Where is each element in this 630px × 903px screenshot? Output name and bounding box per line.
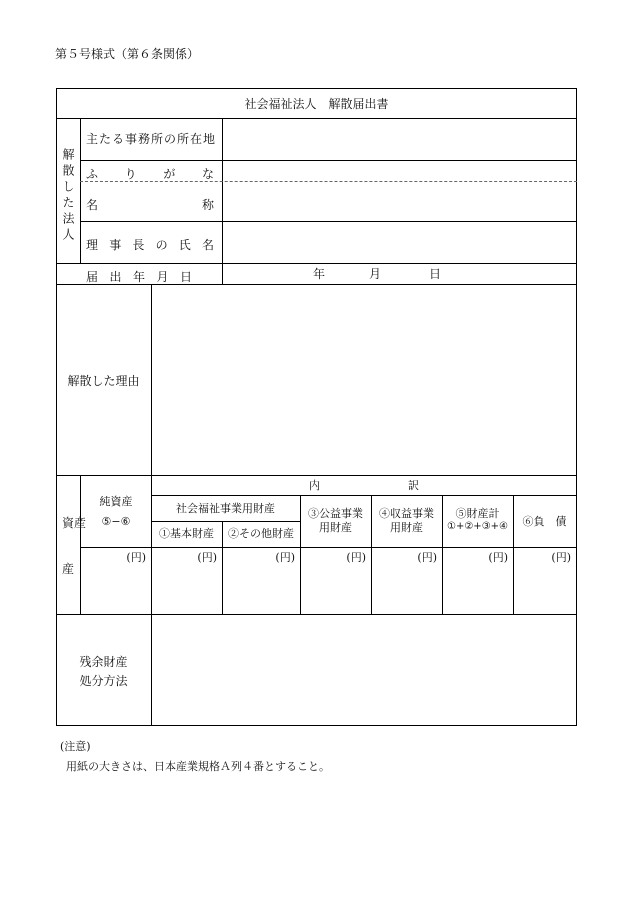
- total-property-label-2: ①+②+③+④: [447, 521, 508, 532]
- public-property-value[interactable]: [301, 548, 371, 613]
- yen-unit: (円): [197, 551, 217, 564]
- public-property-label-2: 用財産: [319, 521, 352, 534]
- profit-property-value[interactable]: [372, 548, 442, 613]
- liabilities-label: ⑥負 債: [522, 515, 567, 528]
- form-title: 社会福祉法人 解散届出書: [244, 97, 389, 111]
- welfare-property-label: 社会福祉事業用財産: [176, 502, 275, 515]
- net-assets-value[interactable]: [81, 548, 151, 613]
- yen-unit: (円): [488, 551, 508, 564]
- basic-property-label: ①基本財産: [159, 527, 214, 540]
- public-property-label-1: ③公益事業: [308, 507, 363, 520]
- liabilities-value[interactable]: [514, 548, 576, 613]
- yen-unit: (円): [346, 551, 366, 564]
- reason-field[interactable]: [152, 285, 575, 474]
- residual-label-2: 処分方法: [79, 674, 128, 688]
- net-assets-formula: ⑤−⑥: [101, 515, 131, 528]
- assets-label-2: 産: [62, 562, 75, 576]
- day-label: 日: [429, 267, 442, 281]
- residual-disposal-field[interactable]: [152, 615, 575, 724]
- chairman-field[interactable]: [223, 222, 575, 263]
- other-property-label: ②その他財産: [228, 527, 294, 540]
- reason-label: 解散した理由: [67, 374, 140, 388]
- chairman-label: 理 事 長 の 氏 名: [86, 238, 214, 252]
- other-property-value[interactable]: [223, 548, 300, 613]
- notes-text: 用紙の大きさは、日本産業規格Ａ列４番とすること。: [66, 760, 330, 773]
- furigana-field[interactable]: [223, 161, 575, 180]
- filing-date-label: 届 出 年 月 日: [86, 270, 192, 284]
- form-number: 第５号様式（第６条関係）: [55, 47, 200, 61]
- residual-label-1: 残余財産: [79, 655, 128, 669]
- yen-unit: (円): [275, 551, 295, 564]
- profit-property-label-2: 用財産: [390, 521, 423, 534]
- address-label: 主たる事務所の所在地: [86, 132, 217, 146]
- yen-unit: (円): [551, 551, 571, 564]
- furigana-label: ふ り が な: [86, 167, 214, 181]
- address-field[interactable]: [223, 119, 575, 159]
- breakdown-label: 内 訳: [309, 479, 419, 492]
- dissolved-corp-label: 解散した法人: [61, 148, 75, 244]
- yen-unit: (円): [417, 551, 437, 564]
- notes-heading: (注意): [60, 740, 91, 753]
- filing-date-field[interactable]: [223, 264, 575, 283]
- yen-unit: (円): [126, 551, 146, 564]
- year-label: 年: [313, 267, 326, 281]
- net-assets-label: 純資産: [99, 495, 133, 508]
- name-field[interactable]: [223, 183, 575, 221]
- total-property-label-1: ⑤財産計: [455, 507, 500, 520]
- basic-property-value[interactable]: [152, 548, 222, 613]
- assets-label-1: 資産: [62, 516, 87, 530]
- total-property-value[interactable]: [443, 548, 513, 613]
- profit-property-label-1: ④収益事業: [379, 507, 434, 520]
- month-label: 月: [369, 267, 382, 281]
- name-label: 名 称: [86, 198, 214, 212]
